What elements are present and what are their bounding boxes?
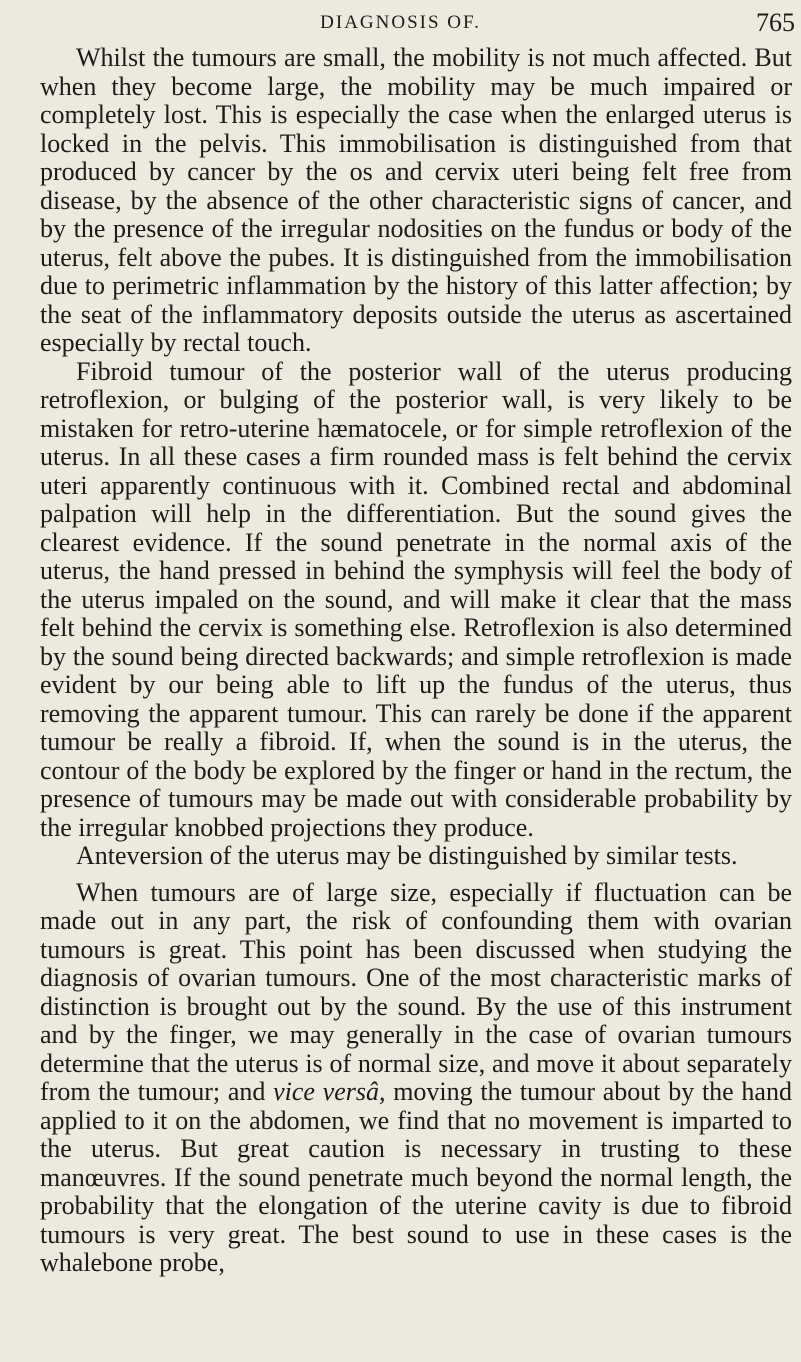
paragraph-large-tumours-part-2: moving the tumour about by the hand applied to it on the abdomen, we find that no movement is imparted to the uterus. But great caution is necessary in trusting to these manœuvres. If the sound penetrate much beyond the normal length, the probability that the elongation of the uterine cavity is due to fibroid tumours is very great. The best sound to use in these cases is the whalebone probe, <box>40 1077 792 1277</box>
running-head <box>0 8 801 38</box>
paragraph-anteversion: Anteversion of the uterus may be distinguished by similar tests. <box>76 841 738 870</box>
paragraph-posterior-wall-fibroid: Fibroid tumour of the posterior wall of the uterus producing retroflexion, or bulging of the posterior wall, is very likely to be mistaken for retro-uterine hæmatocele, or for simple retroflexion of the uterus. In all these cases a firm rounded mass is felt behind the cervix uteri apparently continuous with it. Combined rectal and abdominal palpation will help in the differentiation. But the sound gives the clearest evidence. If the sound penetrate in the normal axis of the uterus, the hand pressed in behind the symphysis will feel the body of the uterus impaled on the sound, and will make it clear that the mass felt behind the cervix is something else. Retroflexion is also determined by the sound being directed backwards; and simple retroflexion is made evident by our being able to lift up the fundus of the uterus, thus removing the apparent tumour. This can rarely be done if the apparent tumour be really a fibroid. If, when the sound is in the uterus, the contour of the body be explored by the finger or hand in the rectum, the presence of tumours may be made out with considerable probability by the irregular knobbed projections they produce. <box>40 356 792 842</box>
paragraph-mobility: Whilst the tumours are small, the mobility is not much affected. But when they become large, the mobility may be much impaired or completely lost. This is especially the case when the enlarged uterus is locked in the pelvis. This immobilisation is distinguished from that produced by cancer by the os and cervix uteri being felt free from disease, by the absence of the other characteristic signs of cancer, and by the presence of the irregular nodosities on the fundus or body of the uterus, felt above the pubes. It is distinguished from the immobilisation due to perimetric inflammation by the history of this latter affection; by the seat of the inflammatory deposits outside the uterus as ascertained especially by rectal touch. <box>40 43 792 357</box>
body-text <box>40 44 792 1278</box>
paragraph-large-tumours-part-1: When tumours are of large size, especially if fluctuation can be made out in any part, the risk of confounding them with ovarian tumours is great. This point has been discussed when studying the diagnosis of ovarian tumours. One of the most characteristic marks of distinction is brought out by the sound. By the use of this instrument and by the finger, we may generally in the case of ovarian tumours determine that the uterus is of normal size, and move it about separately from the tumour; and <box>40 877 792 1106</box>
page-number: 765 <box>756 8 795 37</box>
italic-phrase: vice versâ, <box>273 1077 386 1106</box>
paragraph-large-tumours <box>40 879 792 1278</box>
running-head-title: DIAGNOSIS OF. <box>320 12 481 33</box>
